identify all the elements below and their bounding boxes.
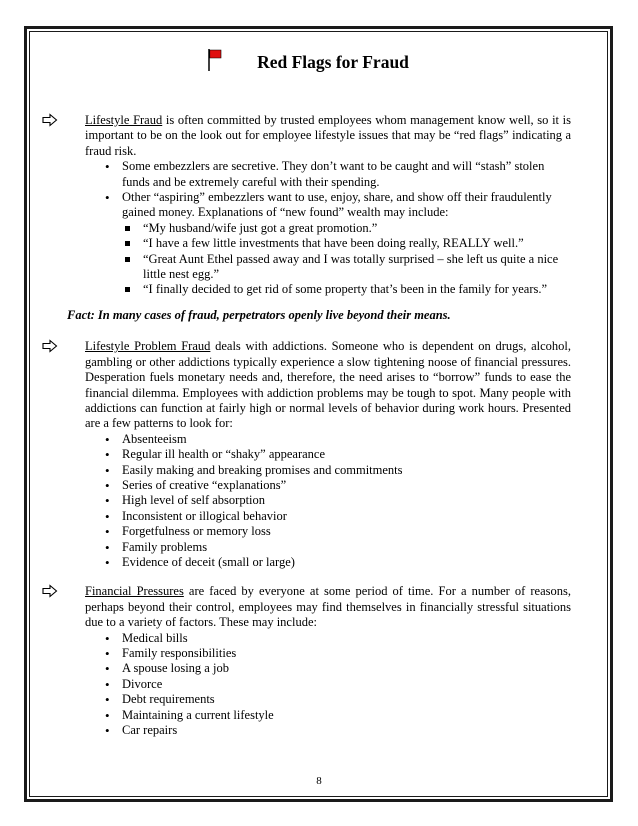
sub-list-item: “My husband/wife just got a great promotion.” bbox=[85, 221, 571, 236]
list-item: • A spouse losing a job bbox=[85, 661, 571, 676]
section-term: Lifestyle Fraud bbox=[85, 113, 163, 127]
section-term: Financial Pressures bbox=[85, 584, 184, 599]
section-term: Lifestyle Problem Fraud bbox=[85, 339, 211, 354]
bullet-list bbox=[85, 432, 571, 571]
list-item: • Forgetfulness or memory loss bbox=[85, 524, 571, 539]
list-item: • Family responsibilities bbox=[85, 646, 571, 661]
arrow-right-icon bbox=[41, 113, 59, 127]
bullet-list bbox=[85, 159, 571, 221]
bullet-list bbox=[85, 631, 571, 739]
sub-bullet-list bbox=[85, 221, 571, 298]
document-body bbox=[41, 113, 571, 738]
list-item: • High level of self absorption bbox=[85, 493, 571, 508]
section-financial-pressures bbox=[41, 584, 571, 738]
section-text: is often committed by trusted employees whom management know well, so it is important to be on the look out for employee lifestyle issues that may be “red flags” indicating a fraud risk. bbox=[85, 113, 571, 158]
section-paragraph bbox=[85, 113, 571, 159]
list-item: • Medical bills bbox=[85, 631, 571, 646]
list-item: • Series of creative “explanations” bbox=[85, 478, 571, 493]
spacer bbox=[41, 570, 571, 584]
page-title: Red Flags for Fraud bbox=[257, 52, 409, 72]
sub-list-item: “I finally decided to get rid of some property that’s been in the family for years.” bbox=[85, 282, 571, 297]
title-container bbox=[0, 52, 638, 73]
section-paragraph bbox=[85, 339, 571, 431]
section-paragraph bbox=[85, 584, 571, 630]
sub-list-item: “Great Aunt Ethel passed away and I was totally surprised – she left us quite a nice little nest egg.” bbox=[85, 252, 571, 283]
list-item: • Car repairs bbox=[85, 723, 571, 738]
list-item: • Debt requirements bbox=[85, 692, 571, 707]
section-lifestyle-fraud bbox=[41, 113, 571, 298]
list-item: • Evidence of deceit (small or large) bbox=[85, 555, 571, 570]
list-item: • Family problems bbox=[85, 540, 571, 555]
arrow-right-icon bbox=[41, 584, 59, 598]
section-lifestyle-problem-fraud bbox=[41, 339, 571, 570]
sub-list-item: “I have a few little investments that have been doing really, REALLY well.” bbox=[85, 236, 571, 251]
section-text: deals with addictions. Someone who is dependent on drugs, alcohol, gambling or other addictions typically experience a slow tightening noose of financial pressures. Desperation fuels monetary needs and, therefore, the need arises to “borrow” funds to ease the financial dilemma. Employees with addiction problems may be tough to spot. Many people with addictions can function at fairly high or normal levels of behavior during work hours. Presented are a few patterns to look for: bbox=[85, 339, 572, 431]
list-item: • Divorce bbox=[85, 677, 571, 692]
arrow-right-icon bbox=[41, 339, 59, 353]
list-item: • Some embezzlers are secretive. They don’t want to be caught and will “stash” stolen funds and be extremely careful with their spending. bbox=[85, 159, 571, 190]
page-number: 8 bbox=[316, 775, 322, 787]
list-item: • Absenteeism bbox=[85, 432, 571, 447]
list-item: • Regular ill health or “shaky” appearance bbox=[85, 447, 571, 462]
list-item: • Inconsistent or illogical behavior bbox=[85, 509, 571, 524]
list-item: • Maintaining a current lifestyle bbox=[85, 708, 571, 723]
section-text: are faced by everyone at some period of time. For a number of reasons, perhaps beyond their control, employees may find themselves in financially stressful situations due to a variety of factors. These may include: bbox=[85, 584, 571, 630]
list-item: • Other “aspiring” embezzlers want to use, enjoy, share, and show off their fraudulently gained money. Explanations of “new found” wealth may include: bbox=[85, 190, 571, 221]
fact-statement: Fact: In many cases of fraud, perpetrators openly live beyond their means. bbox=[67, 307, 451, 322]
list-item: • Easily making and breaking promises and commitments bbox=[85, 463, 571, 478]
